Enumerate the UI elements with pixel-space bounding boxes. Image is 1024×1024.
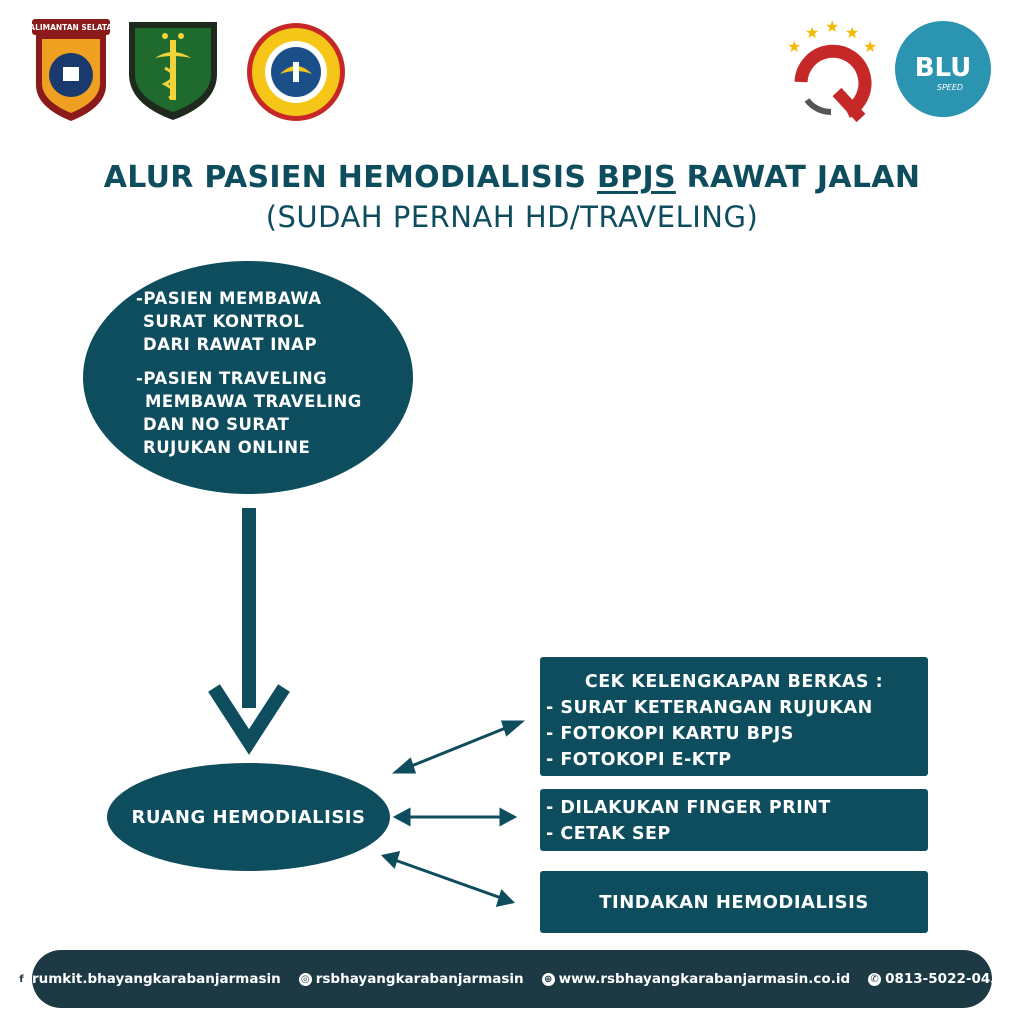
svg-text:BLU: BLU — [914, 53, 972, 83]
footer-facebook[interactable]: f rumkit.bhayangkarabanjarmasin — [15, 971, 281, 987]
start-item-surat-kontrol: -PASIEN MEMBAWA SURAT KONTROL DARI RAWAT INAP — [136, 289, 322, 354]
double-arrow-finger — [396, 810, 514, 824]
svg-text:★: ★ — [845, 23, 860, 42]
finger-item: - DILAKUKAN FINGER PRINT — [546, 798, 831, 818]
footer-instagram[interactable]: ◎ rsbhayangkarabanjarmasin — [299, 971, 524, 987]
double-arrow-tindakan — [384, 853, 512, 905]
start-item-traveling: -PASIEN TRAVELING MEMBAWA TRAVELING DAN NO SURAT RUJUKAN ONLINE — [136, 369, 362, 457]
finger-print-box — [540, 789, 928, 851]
tindakan-box — [540, 871, 928, 933]
double-arrow-berkas — [396, 722, 521, 772]
svg-text:★: ★ — [825, 17, 840, 36]
whatsapp-icon: ✆ — [868, 973, 881, 986]
down-arrow-shaft — [242, 508, 256, 708]
footer-website[interactable]: ⊕ www.rsbhayangkarabanjarmasin.co.id — [542, 971, 850, 987]
finger-item: - CETAK SEP — [546, 824, 671, 844]
ruang-hemodialisis-label: RUANG HEMODIALISIS — [131, 806, 366, 828]
tindakan-label: TINDAKAN HEMODIALISIS — [599, 891, 869, 913]
page-title: ALUR PASIEN HEMODIALISIS BPJS RAWAT JALAN — [103, 160, 921, 195]
cek-berkas-box — [540, 657, 928, 776]
svg-text:★: ★ — [863, 37, 878, 56]
page-subtitle: (SUDAH PERNAH HD/TRAVELING) — [265, 200, 759, 234]
ruang-hemodialisis-oval — [107, 763, 390, 871]
svg-text:KALIMANTAN SELATAN: KALIMANTAN SELATAN — [23, 23, 119, 32]
title-bpjs-underlined: BPJS — [597, 160, 676, 195]
berkas-item: - FOTOKOPI KARTU BPJS — [546, 724, 794, 744]
footer-whatsapp[interactable]: ✆ 0813-5022-0436 — [868, 971, 1009, 987]
svg-text:★: ★ — [805, 23, 820, 42]
berkas-item: - FOTOKOPI E-KTP — [546, 750, 732, 770]
svg-text:SPEED: SPEED — [936, 83, 964, 92]
footer-contact-bar — [19, 950, 1010, 1008]
globe-icon: ⊕ — [542, 973, 555, 986]
cek-berkas-heading: CEK KELENGKAPAN BERKAS : — [584, 672, 884, 692]
instagram-icon: ◎ — [299, 973, 312, 986]
berkas-item: - SURAT KETERANGAN RUJUKAN — [546, 698, 873, 718]
start-node-oval — [83, 261, 413, 494]
facebook-icon: f — [15, 973, 28, 986]
svg-text:★: ★ — [787, 37, 802, 56]
